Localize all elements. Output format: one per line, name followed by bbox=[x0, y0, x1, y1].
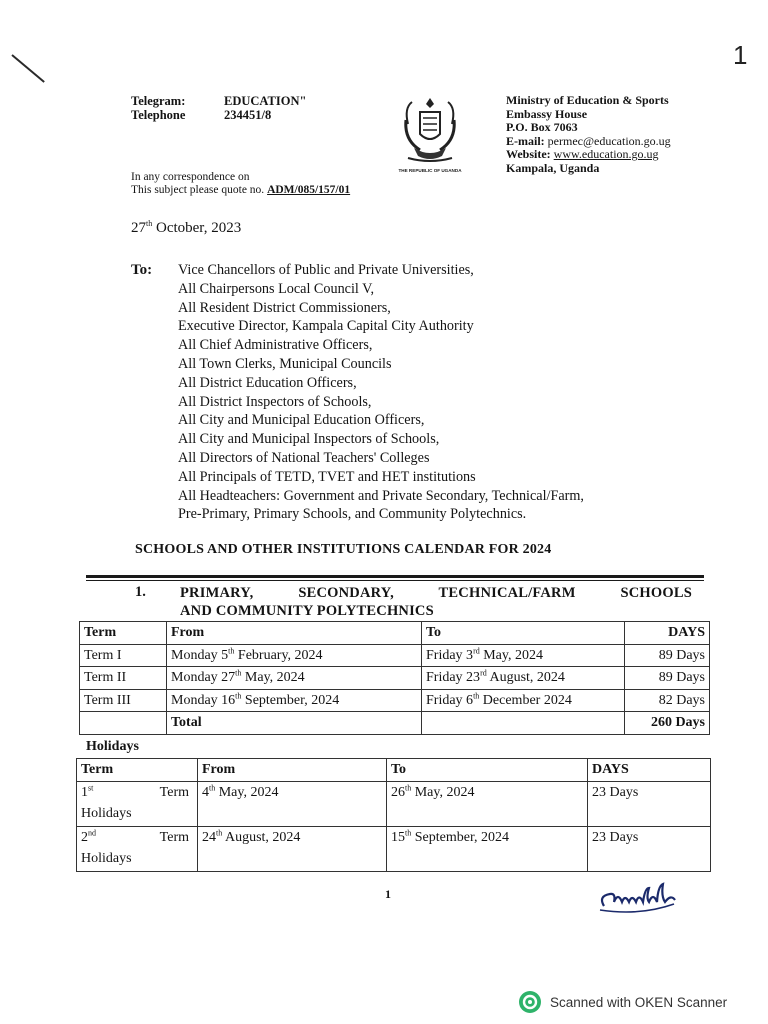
recipient-line: All Chairpersons Local Council V, bbox=[178, 280, 375, 297]
ministry-po-box: P.O. Box 7063 bbox=[506, 120, 578, 135]
col-header-days: DAYS bbox=[625, 622, 710, 645]
scanner-text: Scanned with OKEN Scanner bbox=[550, 994, 728, 1010]
col-header-term: Term bbox=[77, 759, 198, 782]
col-header-to: To bbox=[387, 759, 588, 782]
section-number: 1. bbox=[135, 584, 146, 600]
total-label: Total bbox=[167, 712, 422, 735]
recipient-line: All Headteachers: Government and Private Secondary, Technical/Farm, bbox=[178, 487, 584, 504]
telephone-label: Telephone bbox=[131, 108, 186, 122]
signature-icon bbox=[596, 880, 704, 918]
uganda-coat-of-arms-icon bbox=[390, 92, 470, 178]
col-header-to: To bbox=[422, 622, 625, 645]
table-row bbox=[77, 827, 711, 872]
ministry-building: Embassy House bbox=[506, 106, 588, 121]
recipient-line: Pre-Primary, Primary Schools, and Community Polytechnics. bbox=[178, 506, 527, 523]
table-header-row bbox=[77, 759, 711, 782]
recipient-list bbox=[178, 261, 584, 524]
term-to: Friday 3rd May, 2024 bbox=[422, 644, 625, 667]
calendar-title: SCHOOLS AND OTHER INSTITUTIONS CALENDAR FOR 2024 bbox=[135, 542, 552, 557]
recipient-line: All Chief Administrative Officers, bbox=[178, 337, 373, 354]
recipient-line: All Principals of TETD, TVET and HET institutions bbox=[178, 468, 476, 485]
correspondence-note: In any correspondence on This subject please quote no. ADM/085/157/01 bbox=[131, 171, 351, 196]
recipient-line: All Resident District Commissioners, bbox=[178, 299, 391, 316]
recipient-line: All City and Municipal Education Officers, bbox=[178, 412, 425, 429]
divider bbox=[86, 575, 704, 578]
telephone-value: 234451/8 bbox=[224, 108, 272, 122]
table-row bbox=[80, 644, 710, 667]
total-row bbox=[80, 712, 710, 735]
empty-cell bbox=[80, 712, 167, 735]
recipient-line: Vice Chancellors of Public and Private Universities, bbox=[178, 262, 474, 278]
term-from: Monday 27th May, 2024 bbox=[167, 667, 422, 690]
col-header-from: From bbox=[198, 759, 387, 782]
holiday-to: 15th September, 2024 bbox=[387, 827, 588, 872]
holiday-to: 26th May, 2024 bbox=[387, 782, 588, 827]
recipient-line: All District Education Officers, bbox=[178, 374, 357, 391]
empty-cell bbox=[422, 712, 625, 735]
recipient-line: All Directors of National Teachers' Colleges bbox=[178, 449, 430, 466]
total-days: 260 Days bbox=[625, 712, 710, 735]
to-label: To: bbox=[131, 262, 153, 278]
section-title: PRIMARY, SECONDARY, TECHNICAL/FARM SCHOOLS AND COMMUNITY POLYTECHNICS bbox=[180, 585, 692, 619]
term-name: Term I bbox=[80, 644, 167, 667]
term-days: 82 Days bbox=[625, 689, 710, 712]
table-row bbox=[80, 667, 710, 690]
oken-scanner-logo-icon bbox=[518, 990, 542, 1014]
ministry-email: E-mail: permec@education.go.ug bbox=[506, 133, 671, 148]
col-header-term: Term bbox=[80, 622, 167, 645]
page-corner-number: 1 bbox=[733, 40, 748, 70]
terms-table bbox=[79, 621, 710, 735]
divider bbox=[86, 580, 704, 581]
term-from: Monday 16th September, 2024 bbox=[167, 689, 422, 712]
telegram-value: EDUCATION" bbox=[224, 94, 307, 108]
letter-date: 27th October, 2023 bbox=[131, 219, 242, 236]
ministry-website: Website: www.education.go.ug bbox=[506, 147, 659, 162]
col-header-days: DAYS bbox=[588, 759, 711, 782]
term-name: Term III bbox=[80, 689, 167, 712]
ministry-city: Kampala, Uganda bbox=[506, 160, 600, 175]
table-header-row bbox=[80, 622, 710, 645]
recipient-line: Executive Director, Kampala Capital City Authority bbox=[178, 318, 474, 335]
ministry-name: Ministry of Education & Sports bbox=[506, 93, 669, 107]
recipient-line: All District Inspectors of Schools, bbox=[178, 393, 372, 410]
holidays-table bbox=[76, 758, 711, 872]
holiday-term: 2nd Term Holidays bbox=[77, 827, 198, 872]
term-from: Monday 5th February, 2024 bbox=[167, 644, 422, 667]
reference-number: ADM/085/157/01 bbox=[267, 184, 351, 196]
term-to: Friday 23rd August, 2024 bbox=[422, 667, 625, 690]
term-days: 89 Days bbox=[625, 667, 710, 690]
term-to: Friday 6th December 2024 bbox=[422, 689, 625, 712]
holiday-from: 4th May, 2024 bbox=[198, 782, 387, 827]
recipient-line: All Town Clerks, Municipal Councils bbox=[178, 355, 392, 372]
seal-caption: THE REPUBLIC OF UGANDA bbox=[398, 168, 462, 173]
telegram-label: Telegram: bbox=[131, 94, 186, 108]
scanner-watermark bbox=[518, 990, 727, 1014]
term-name: Term II bbox=[80, 667, 167, 690]
holidays-title: Holidays bbox=[86, 739, 139, 754]
holiday-from: 24th August, 2024 bbox=[198, 827, 387, 872]
table-row bbox=[77, 782, 711, 827]
ministry-address bbox=[506, 94, 671, 176]
pen-mark bbox=[11, 54, 44, 83]
holiday-term: 1st Term Holidays bbox=[77, 782, 198, 827]
holiday-days: 23 Days bbox=[588, 782, 711, 827]
table-row bbox=[80, 689, 710, 712]
holiday-days: 23 Days bbox=[588, 827, 711, 872]
recipient-line: All City and Municipal Inspectors of Schools, bbox=[178, 431, 440, 448]
term-days: 89 Days bbox=[625, 644, 710, 667]
col-header-from: From bbox=[167, 622, 422, 645]
footer-page-number: 1 bbox=[385, 887, 391, 901]
